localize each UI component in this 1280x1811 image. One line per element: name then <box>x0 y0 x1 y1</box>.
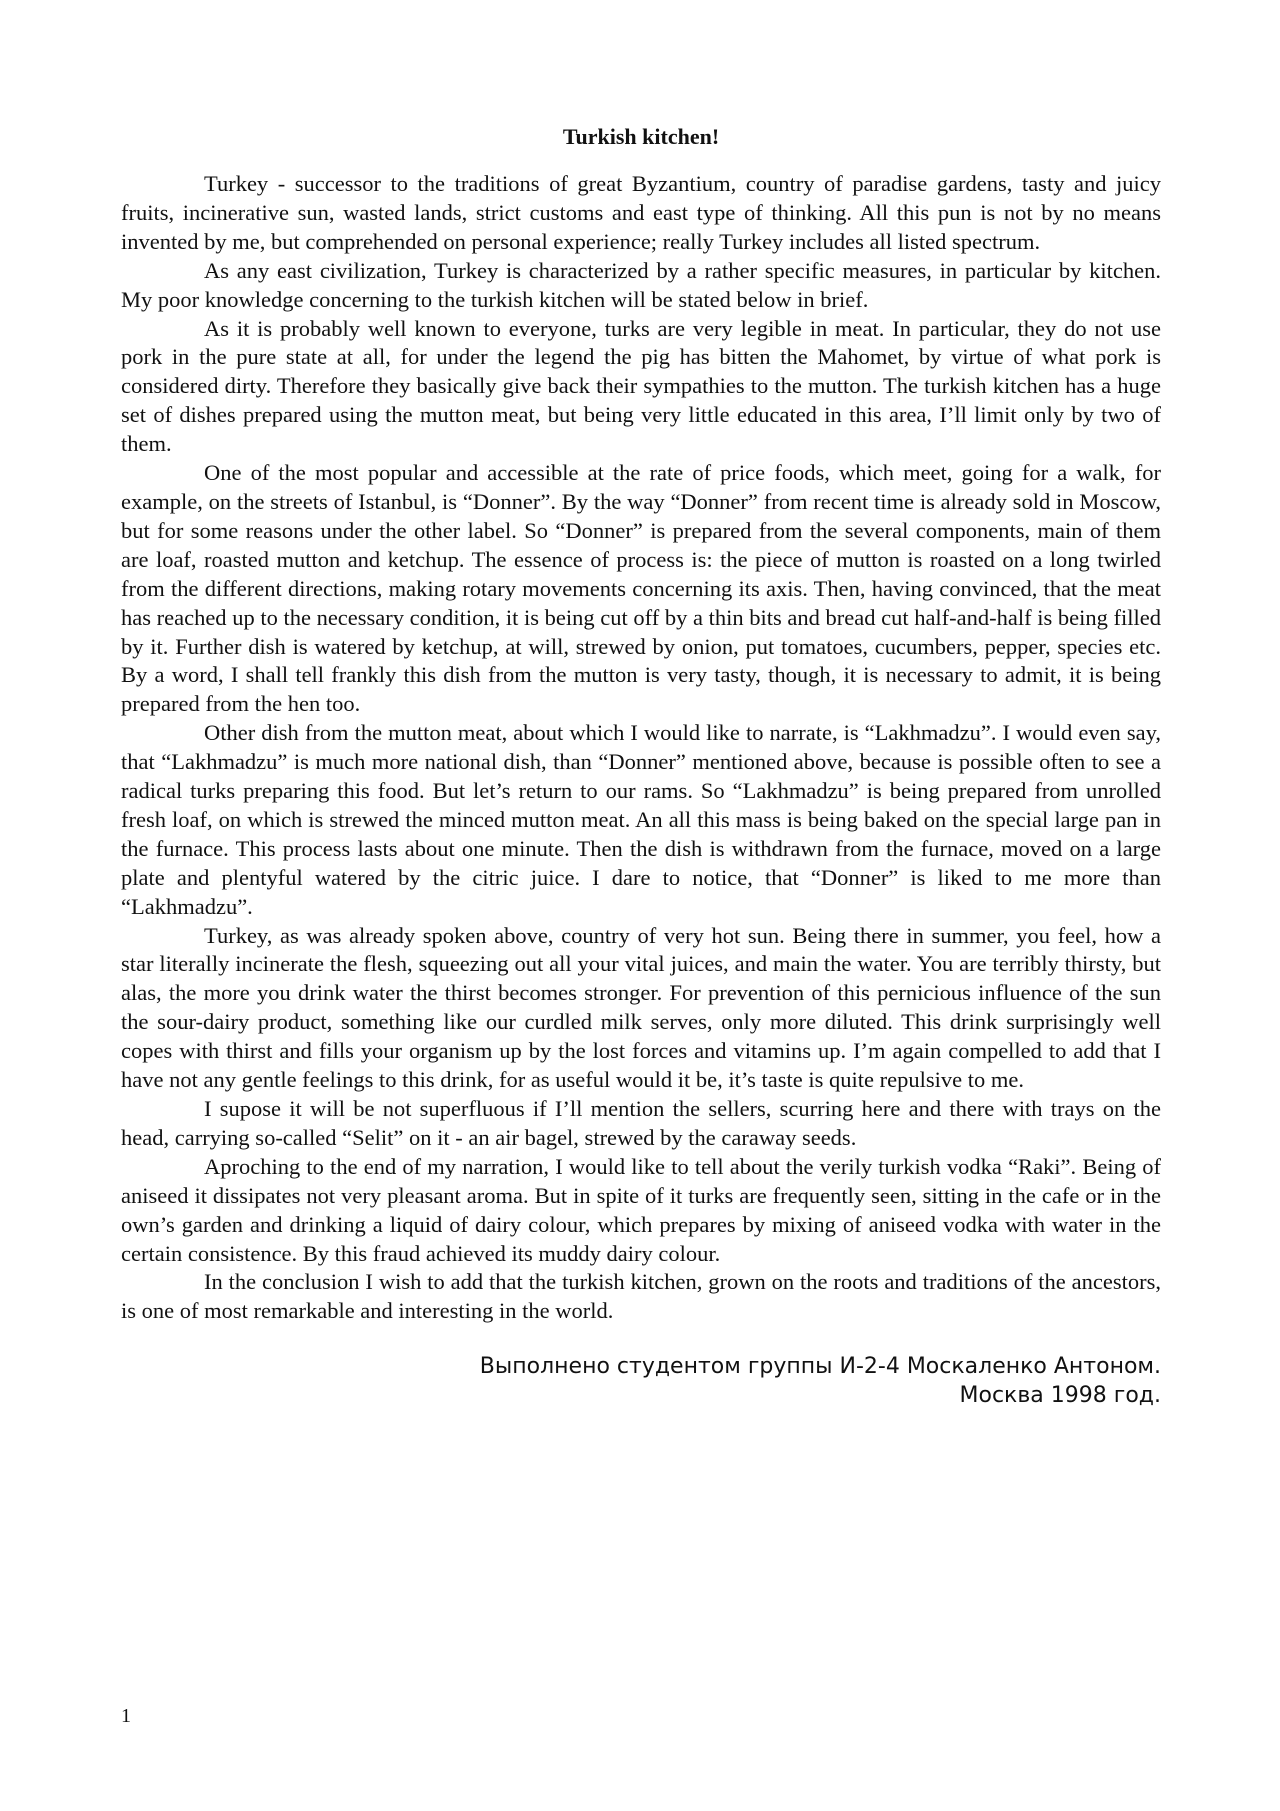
paragraph: Turkey - successor to the traditions of great Byzantium, country of paradise gardens, tasty and juicy fruits, incinerative sun, wasted lands, strict customs and east type of thinking. All this pun is not by no means invented by me, but comprehended on personal experience; really Turkey includes all listed spectrum. <box>121 171 1161 254</box>
document-title: Turkish kitchen! <box>562 124 720 149</box>
signature-place-date-line: Москва 1998 год. <box>959 1383 1161 1409</box>
paragraph: Aproching to the end of my narration, I would like to tell about the verily turkish vodka “Raki”. Being of aniseed it dissipates not very pleasant aroma. But in spite of it turks are frequently seen, sitting in the cafe or in the own’s garden and drinking a liquid of dairy colour, which prepares by mixing of aniseed vodka with water in the certain consistence. By this fraud achieved its muddy dairy colour. <box>121 1153 1161 1266</box>
page-number: 1 <box>121 1705 131 1727</box>
paragraph: Other dish from the mutton meat, about which I would like to narrate, is “Lakhmadzu”. I would even say, that “Lakhmadzu” is much more national dish, than “Donner” mentioned above, because is possible often to see a radical turks preparing this food. But let’s return to our rams. So “Lakhmadzu” is being prepared from unrolled fresh loaf, on which is strewed the minced mutton meat. An all this mass is being baked on the special large pan in the furnace. This process lasts about one minute. Then the dish is withdrawn from the furnace, moved on a large plate and plentyful watered by the citric juice. I dare to notice, that “Donner” is liked to me more than “Lakhmadzu”. <box>121 720 1161 919</box>
paragraph: As it is probably well known to everyone, turks are very legible in meat. In particular, they do not use pork in the pure state at all, for under the legend the pig has bitten the Mahomet, by virtue of what pork is considered dirty. Therefore they basically give back their sympathies to the mutton. The turkish kitchen has a huge set of dishes prepared using the mutton meat, but being very little educated in this area, I’ll limit only by two of them. <box>121 315 1161 457</box>
paragraph: One of the most popular and accessible at the rate of price foods, which meet, going for a walk, for example, on the streets of Istanbul, is “Donner”. By the way “Donner” from recent time is already sold in Moscow, but for some reasons under the other label. So “Donner” is prepared from the several components, main of them are loaf, roasted mutton and ketchup. The essence of process is: the piece of mutton is roasted on a long twirled from the different directions, making rotary movements concerning its axis. Then, having convinced, that the meat has reached up to the necessary condition, it is being cut off by a thin bits and bread cut half-and-half is being filled by it. Further dish is watered by ketchup, at will, strewed by onion, put tomatoes, cucumbers, pepper, species etc. By a word, I shall tell frankly this dish from the mutton is very tasty, though, it is necessary to admit, it is being prepared from the hen too. <box>121 460 1161 717</box>
paragraph: As any east civilization, Turkey is characterized by a rather specific measures, in particular by kitchen. My poor knowledge concerning to the turkish kitchen will be stated below in brief. <box>121 257 1161 312</box>
signature-author-line: Выполнено студентом группы И-2-4 Москаленко Антоном. <box>479 1354 1161 1380</box>
paragraph: Turkey, as was already spoken above, country of very hot sun. Being there in summer, you feel, how a star literally incinerate the flesh, squeezing out all your vital juices, and main the water. You are terribly thirsty, but alas, the more you drink water the thirst becomes stronger. For prevention of this pernicious influence of the sun the sour-dairy product, something like our curdled milk serves, only more diluted. This drink surprisingly well copes with thirst and fills your organism up by the lost forces and vitamins up. I’m again compelled to add that I have not any gentle feelings to this drink, for as useful would it be, it’s taste is quite repulsive to me. <box>121 922 1161 1093</box>
signature-block <box>121 1352 1161 1410</box>
paragraph: In the conclusion I wish to add that the turkish kitchen, grown on the roots and traditions of the ancestors, is one of most remarkable and interesting in the world. <box>121 1269 1161 1324</box>
paragraph: I supose it will be not superfluous if I’ll mention the sellers, scurring here and there with trays on the head, carrying so-called “Selit” on it - an air bagel, strewed by the caraway seeds. <box>121 1096 1161 1150</box>
document-page <box>121 122 1161 1410</box>
